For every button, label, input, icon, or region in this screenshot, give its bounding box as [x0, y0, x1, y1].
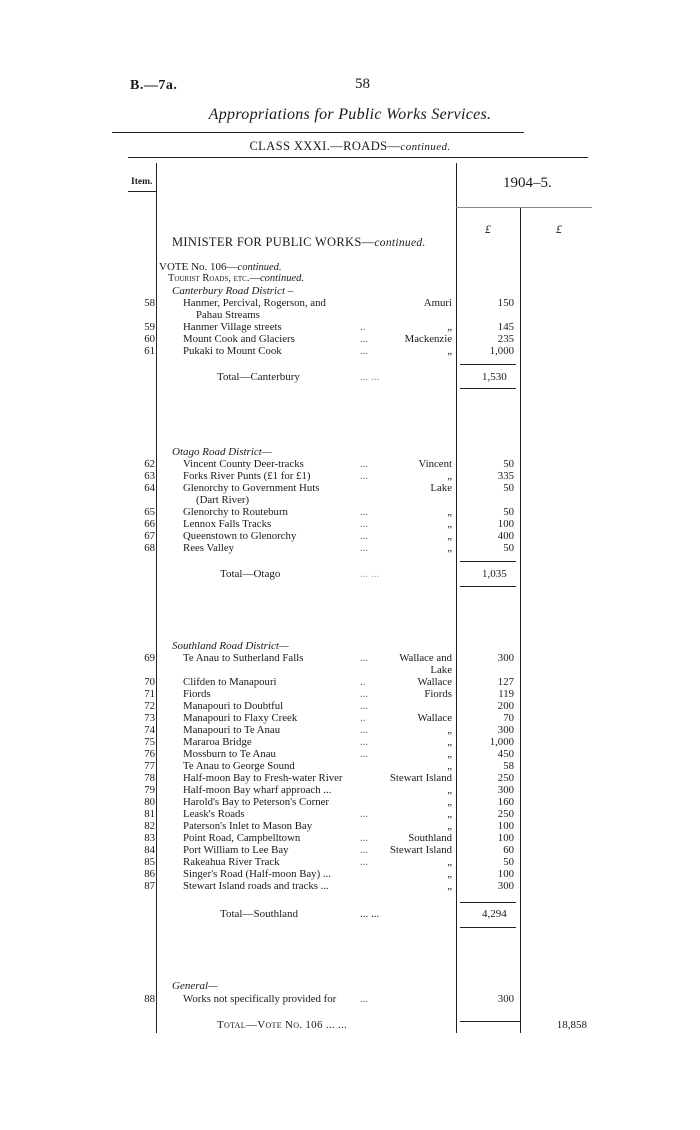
- otago-total-rule: [460, 586, 516, 587]
- item-amount: 1,000: [489, 345, 514, 357]
- southland-total-dots: ... ...: [360, 908, 380, 920]
- item-row: [0, 482, 700, 494]
- item-row: [0, 856, 700, 868]
- item-row: [0, 470, 700, 482]
- southland-total-label: Total—Southland: [220, 908, 299, 920]
- item-district: „: [447, 470, 452, 482]
- item-amount: 150: [497, 297, 514, 309]
- item-number: 59: [144, 321, 155, 333]
- item-district: „: [447, 748, 452, 760]
- item-row: [0, 820, 700, 832]
- item-district: Stewart Island: [389, 772, 452, 784]
- leader-dots: ...: [360, 700, 369, 712]
- item-row: [0, 868, 700, 880]
- item-description: Te Anau to George Sound: [183, 760, 295, 772]
- item-description: Works not specifically provided for: [183, 993, 337, 1005]
- item-district: Wallace: [417, 712, 452, 724]
- item-row: [0, 664, 700, 676]
- item-amount: 70: [503, 712, 514, 724]
- leader-dots: ...: [360, 542, 369, 554]
- item-row: [0, 748, 700, 760]
- item-number: 71: [144, 688, 155, 700]
- item-amount: 50: [503, 482, 514, 494]
- item-number: 87: [144, 880, 155, 892]
- item-amount: 127: [497, 676, 514, 688]
- item-description: Lennox Falls Tracks: [183, 518, 272, 530]
- item-amount: 100: [497, 518, 514, 530]
- class-rule: [128, 157, 588, 158]
- canterbury-total-dots: ... ...: [360, 371, 380, 383]
- item-description: Mount Cook and Glaciers: [183, 333, 295, 345]
- item-row: [0, 652, 700, 664]
- item-number: 61: [144, 345, 155, 357]
- item-number: 60: [144, 333, 155, 345]
- item-amount: 250: [497, 808, 514, 820]
- item-description: Hanmer, Percival, Rogerson, and: [183, 297, 326, 309]
- item-district: Amuri: [423, 297, 452, 309]
- item-amount: 300: [497, 993, 514, 1005]
- leader-dots: ...: [360, 345, 369, 357]
- item-description: Manapouri to Flaxy Creek: [183, 712, 298, 724]
- item-row: [0, 506, 700, 518]
- leader-dots: ...: [360, 518, 369, 530]
- item-description: Singer's Road (Half-moon Bay) ...: [183, 868, 331, 880]
- item-amount: 300: [497, 784, 514, 796]
- item-number: 65: [144, 506, 155, 518]
- otago-total-dots: ... ...: [360, 568, 380, 580]
- southland-heading: Southland Road District—: [172, 640, 289, 652]
- southland-subtotal-rule: [460, 902, 516, 903]
- item-amount: 100: [497, 832, 514, 844]
- item-number: 69: [144, 652, 155, 664]
- item-description: Manapouri to Te Anau: [183, 724, 281, 736]
- item-row: [0, 321, 700, 333]
- item-district: „: [447, 345, 452, 357]
- item-number: 76: [144, 748, 155, 760]
- item-number: 63: [144, 470, 155, 482]
- item-number: 75: [144, 736, 155, 748]
- item-amount: 1,000: [489, 736, 514, 748]
- general-heading: General—: [172, 980, 218, 992]
- leader-dots: ...: [360, 652, 369, 664]
- item-amount: 50: [503, 458, 514, 470]
- item-amount: 200: [497, 700, 514, 712]
- item-district: „: [447, 868, 452, 880]
- minister-heading: MINISTER FOR PUBLIC WORKS—continued.: [172, 235, 426, 249]
- item-district: „: [447, 518, 452, 530]
- item-district: Wallace: [417, 676, 452, 688]
- item-head-rule: [128, 191, 156, 192]
- leader-dots: ...: [360, 993, 369, 1005]
- item-number: 72: [144, 700, 155, 712]
- item-district: „: [447, 321, 452, 333]
- year-column-header: 1904–5.: [503, 175, 552, 191]
- item-number: 83: [144, 832, 155, 844]
- leader-dots: ...: [360, 844, 369, 856]
- grand-total: 18,858: [556, 1019, 587, 1031]
- class-heading: CLASS XXXI.—ROADS—continued.: [249, 139, 451, 153]
- leader-dots: ..: [360, 321, 366, 333]
- item-amount: 300: [497, 652, 514, 664]
- item-amount: 100: [497, 868, 514, 880]
- item-description: Half-moon Bay wharf approach ...: [183, 784, 332, 796]
- item-row: [0, 688, 700, 700]
- canterbury-subtotal-rule: [460, 364, 516, 365]
- grand-total-rule: [460, 1021, 520, 1022]
- item-column-header: Item.: [131, 177, 153, 187]
- leader-dots: ...: [360, 808, 369, 820]
- item-number: 64: [144, 482, 155, 494]
- item-description: (Dart River): [196, 494, 250, 506]
- leader-dots: ...: [360, 506, 369, 518]
- item-district: Lake: [430, 482, 452, 494]
- leader-dots: ...: [360, 688, 369, 700]
- item-amount: 60: [503, 844, 514, 856]
- item-amount: 50: [503, 856, 514, 868]
- item-number: 70: [144, 676, 155, 688]
- item-district: „: [447, 856, 452, 868]
- tourist-roads-heading: Tourist Roads, etc.—continued.: [168, 273, 305, 284]
- top-rule: [112, 132, 524, 133]
- leader-dots: ...: [360, 736, 369, 748]
- item-district: „: [447, 820, 452, 832]
- item-amount: 335: [497, 470, 514, 482]
- leader-dots: ...: [360, 530, 369, 542]
- item-district: Southland: [408, 832, 452, 844]
- item-number: 74: [144, 724, 155, 736]
- item-row: [0, 700, 700, 712]
- item-district: Mackenzie: [404, 333, 452, 345]
- item-amount: 300: [497, 724, 514, 736]
- item-row: [0, 518, 700, 530]
- item-number: 82: [144, 820, 155, 832]
- item-description: Point Road, Campbelltown: [183, 832, 301, 844]
- item-description: Forks River Punts (£1 for £1): [183, 470, 311, 482]
- leader-dots: ...: [360, 724, 369, 736]
- item-district: Vincent: [418, 458, 452, 470]
- item-description: Pahau Streams: [196, 309, 260, 321]
- item-description: Glenorchy to Routeburn: [183, 506, 288, 518]
- item-column-divider: [156, 163, 157, 1033]
- item-row: [0, 784, 700, 796]
- item-description: Glenorchy to Government Huts: [183, 482, 320, 494]
- item-row: [0, 736, 700, 748]
- item-row: [0, 542, 700, 554]
- leader-dots: ...: [360, 333, 369, 345]
- item-amount: 235: [497, 333, 514, 345]
- item-district: „: [447, 736, 452, 748]
- item-row: [0, 458, 700, 470]
- leader-dots: ...: [360, 748, 369, 760]
- item-amount: 160: [497, 796, 514, 808]
- item-amount: 145: [497, 321, 514, 333]
- item-district: „: [447, 530, 452, 542]
- leader-dots: ...: [360, 856, 369, 868]
- item-amount: 400: [497, 530, 514, 542]
- item-description: Rees Valley: [183, 542, 235, 554]
- leader-dots: ..: [360, 712, 366, 724]
- item-description: Fiords: [183, 688, 211, 700]
- item-district: „: [447, 760, 452, 772]
- grand-total-label: Total—Vote No. 106 ... ...: [217, 1019, 348, 1031]
- pound-sign-2: £: [556, 222, 562, 236]
- item-number: 73: [144, 712, 155, 724]
- item-district: „: [447, 880, 452, 892]
- item-row: [0, 796, 700, 808]
- item-number: 88: [144, 993, 155, 1005]
- item-description: Half-moon Bay to Fresh-water River: [183, 772, 343, 784]
- otago-total-label: Total—Otago: [220, 568, 281, 580]
- item-description: Mararoa Bridge: [183, 736, 252, 748]
- item-number: 66: [144, 518, 155, 530]
- item-amount: 58: [503, 760, 514, 772]
- item-district: Wallace and: [399, 652, 452, 664]
- item-description: Manapouri to Doubtful: [183, 700, 284, 712]
- item-row: [0, 808, 700, 820]
- vote-heading: VOTE No. 106—continued.: [159, 261, 282, 273]
- item-description: Pukaki to Mount Cook: [183, 345, 282, 357]
- year-rule: [456, 207, 592, 208]
- amount-column-divider-1: [456, 163, 457, 1033]
- otago-heading: Otago Road District—: [172, 446, 272, 458]
- item-amount: 300: [497, 880, 514, 892]
- item-row: [0, 993, 700, 1005]
- item-description: Clifden to Manapouri: [183, 676, 277, 688]
- item-district: „: [447, 724, 452, 736]
- canterbury-total-rule: [460, 388, 516, 389]
- item-amount: 119: [498, 688, 514, 700]
- leader-dots: ...: [360, 458, 369, 470]
- item-row: [0, 772, 700, 784]
- item-row: [0, 724, 700, 736]
- item-district: „: [447, 506, 452, 518]
- item-description: Leask's Roads: [183, 808, 245, 820]
- item-description: Harold's Bay to Peterson's Corner: [183, 796, 330, 808]
- item-amount: 250: [497, 772, 514, 784]
- item-amount: 450: [497, 748, 514, 760]
- leader-dots: ...: [360, 470, 369, 482]
- canterbury-heading: Canterbury Road District –: [172, 285, 294, 297]
- document-reference: B.—7a.: [130, 78, 178, 93]
- leader-dots: ...: [360, 832, 369, 844]
- item-description: Queenstown to Glenorchy: [183, 530, 297, 542]
- item-description: Port William to Lee Bay: [183, 844, 289, 856]
- item-amount: 100: [497, 820, 514, 832]
- item-row: [0, 676, 700, 688]
- item-row: [0, 760, 700, 772]
- item-number: 62: [144, 458, 155, 470]
- item-row: [0, 712, 700, 724]
- item-row: [0, 530, 700, 542]
- item-row: [0, 494, 700, 506]
- item-row: [0, 844, 700, 856]
- item-district: Fiords: [424, 688, 452, 700]
- southland-total: 4,294: [482, 908, 507, 920]
- item-number: 86: [144, 868, 155, 880]
- item-description: Vincent County Deer-tracks: [183, 458, 304, 470]
- item-row: [0, 333, 700, 345]
- item-description: Stewart Island roads and tracks ...: [183, 880, 329, 892]
- item-amount: 50: [503, 542, 514, 554]
- item-row: [0, 345, 700, 357]
- item-description: Hanmer Village streets: [183, 321, 282, 333]
- item-number: 58: [144, 297, 155, 309]
- item-number: 84: [144, 844, 155, 856]
- canterbury-total-label: Total—Canterbury: [217, 371, 300, 383]
- item-district: „: [447, 542, 452, 554]
- leader-dots: ..: [360, 676, 366, 688]
- southland-total-rule: [460, 927, 516, 928]
- item-description: Rakeahua River Track: [183, 856, 280, 868]
- item-number: 78: [144, 772, 155, 784]
- item-description: Mossburn to Te Anau: [183, 748, 276, 760]
- item-number: 80: [144, 796, 155, 808]
- item-district: „: [447, 808, 452, 820]
- item-district: Stewart Island: [389, 844, 452, 856]
- item-row: [0, 832, 700, 844]
- otago-total: 1,035: [482, 568, 507, 580]
- item-number: 79: [144, 784, 155, 796]
- item-row: [0, 309, 700, 321]
- pound-sign-1: £: [485, 222, 491, 236]
- item-district: Lake: [430, 664, 452, 676]
- canterbury-total: 1,530: [482, 371, 507, 383]
- item-number: 81: [144, 808, 155, 820]
- item-row: [0, 880, 700, 892]
- item-amount: 50: [503, 506, 514, 518]
- item-number: 77: [144, 760, 155, 772]
- item-description: Te Anau to Sutherland Falls: [183, 652, 304, 664]
- otago-subtotal-rule: [460, 561, 516, 562]
- item-number: 68: [144, 542, 155, 554]
- item-district: „: [447, 784, 452, 796]
- item-description: Paterson's Inlet to Mason Bay: [183, 820, 313, 832]
- item-row: [0, 297, 700, 309]
- page-title: Appropriations for Public Works Services.: [208, 106, 492, 123]
- item-district: „: [447, 796, 452, 808]
- item-number: 85: [144, 856, 155, 868]
- page-number: 58: [355, 76, 370, 92]
- item-number: 67: [144, 530, 155, 542]
